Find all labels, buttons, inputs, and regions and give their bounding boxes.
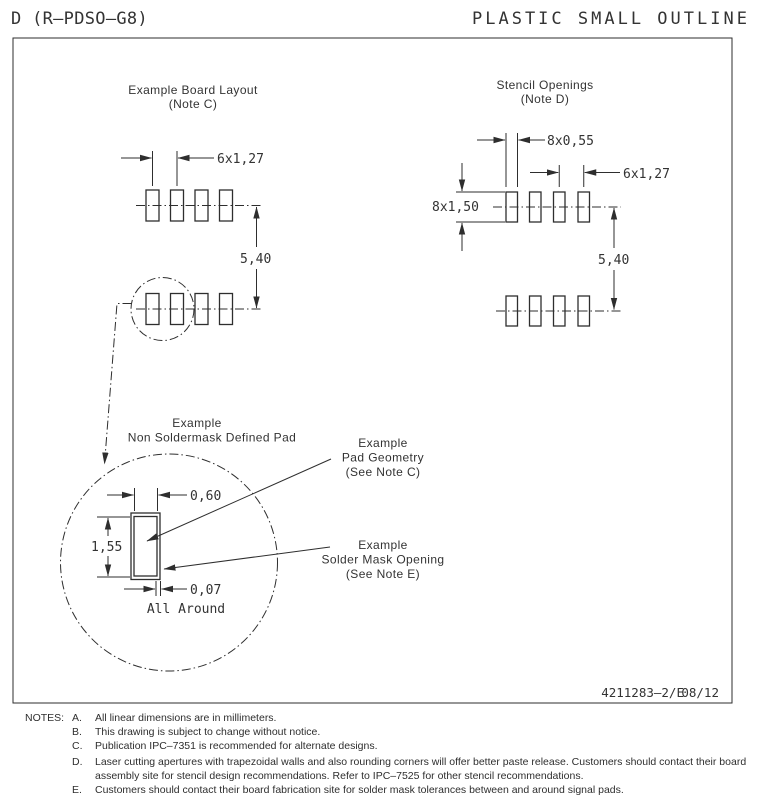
drawing-number: 4211283–2/E bbox=[601, 685, 684, 700]
solder-mask-opening-outline bbox=[131, 513, 160, 580]
note-c-letter: C. bbox=[72, 740, 83, 752]
board-pitch-value: 6x1,27 bbox=[217, 152, 264, 167]
detail-pad-width-dimension bbox=[107, 488, 221, 511]
board-layout-title: Example Board Layout bbox=[128, 83, 258, 97]
stencil-row-top bbox=[493, 192, 621, 222]
page-title-package-type: PLASTIC SMALL OUTLINE bbox=[472, 9, 750, 29]
detail-pad-width-value: 0,60 bbox=[190, 489, 222, 504]
mask-callout-line1: Example bbox=[358, 538, 408, 552]
detail-title-line1: Example bbox=[172, 416, 222, 430]
note-d bbox=[72, 755, 757, 783]
stencil-title: Stencil Openings bbox=[496, 78, 594, 92]
detail-pad-height-dimension bbox=[91, 517, 130, 577]
detail-mask-offset-value: 0,07 bbox=[190, 583, 222, 598]
board-row-spacing-dimension bbox=[240, 207, 271, 308]
detail-mask-offset-dimension bbox=[124, 581, 225, 617]
mask-callout-line2: Solder Mask Opening bbox=[321, 552, 445, 567]
stencil-width-value: 8x0,55 bbox=[547, 134, 594, 149]
revision-date: 08/12 bbox=[681, 685, 719, 700]
all-around-label: All Around bbox=[146, 602, 226, 617]
note-b bbox=[72, 725, 757, 739]
drawing-border bbox=[13, 38, 732, 703]
note-a-text: All linear dimensions are in millimeters. bbox=[95, 712, 277, 724]
note-c-text: Publication IPC–7351 is recommended for alternate designs. bbox=[95, 740, 378, 752]
note-c bbox=[72, 739, 757, 753]
stencil-pitch-dimension bbox=[530, 165, 670, 187]
note-a bbox=[72, 711, 757, 725]
note-b-letter: B. bbox=[72, 726, 82, 738]
notes-heading: NOTES: bbox=[25, 712, 65, 724]
board-layout-note-ref: (Note C) bbox=[168, 97, 218, 111]
board-row-spacing-value: 5,40 bbox=[240, 252, 272, 267]
stencil-note-ref: (Note D) bbox=[520, 92, 570, 106]
pad-geometry-outline bbox=[134, 517, 157, 577]
pad-callout-line2: Pad Geometry bbox=[341, 450, 425, 465]
stencil-width-dimension bbox=[477, 133, 594, 187]
note-d-text: Laser cutting apertures with trapezoidal walls and also rounding corners will offer better paste release. Customers should contact their board assembly site for stencil design recommendations. Refer to IPC–7525 for other stencil recommendations. bbox=[95, 756, 747, 782]
stencil-row-spacing-value: 5,40 bbox=[598, 253, 630, 268]
title-block bbox=[601, 685, 719, 700]
pad-callout-line1: Example bbox=[358, 436, 408, 450]
pad-detail-view bbox=[61, 416, 445, 671]
solder-mask-callout bbox=[164, 538, 445, 581]
detail-view-circle bbox=[61, 454, 278, 671]
board-pad-row-top bbox=[136, 190, 262, 221]
stencil-row-spacing-dimension bbox=[598, 208, 629, 310]
stencil-height-value: 8x1,50 bbox=[432, 200, 479, 215]
note-b-text: This drawing is subject to change without notice. bbox=[95, 726, 321, 738]
stencil-openings-diagram bbox=[432, 78, 670, 326]
mask-callout-line3: (See Note E) bbox=[345, 567, 421, 581]
stencil-row-bottom bbox=[496, 296, 621, 326]
page-title-part-code: D (R–PDSO–G8) bbox=[11, 9, 148, 29]
detail-title-line2: Non Soldermask Defined Pad bbox=[127, 430, 297, 445]
board-layout-diagram bbox=[105, 83, 272, 464]
board-pitch-dimension bbox=[121, 151, 264, 186]
note-d-letter: D. bbox=[72, 756, 83, 768]
pad-geometry-callout bbox=[147, 436, 424, 541]
note-e-letter: E. bbox=[72, 784, 82, 796]
stencil-pitch-value: 6x1,27 bbox=[623, 167, 670, 182]
pad-callout-line3: (See Note C) bbox=[345, 465, 421, 479]
detail-pad-height-value: 1,55 bbox=[91, 540, 123, 555]
note-e-text: Customers should contact their board fabrication site for solder mask tolerances between and around signal pads. bbox=[95, 784, 624, 796]
board-pad-row-bottom bbox=[136, 294, 262, 325]
note-a-letter: A. bbox=[72, 712, 82, 724]
note-e bbox=[72, 783, 757, 797]
